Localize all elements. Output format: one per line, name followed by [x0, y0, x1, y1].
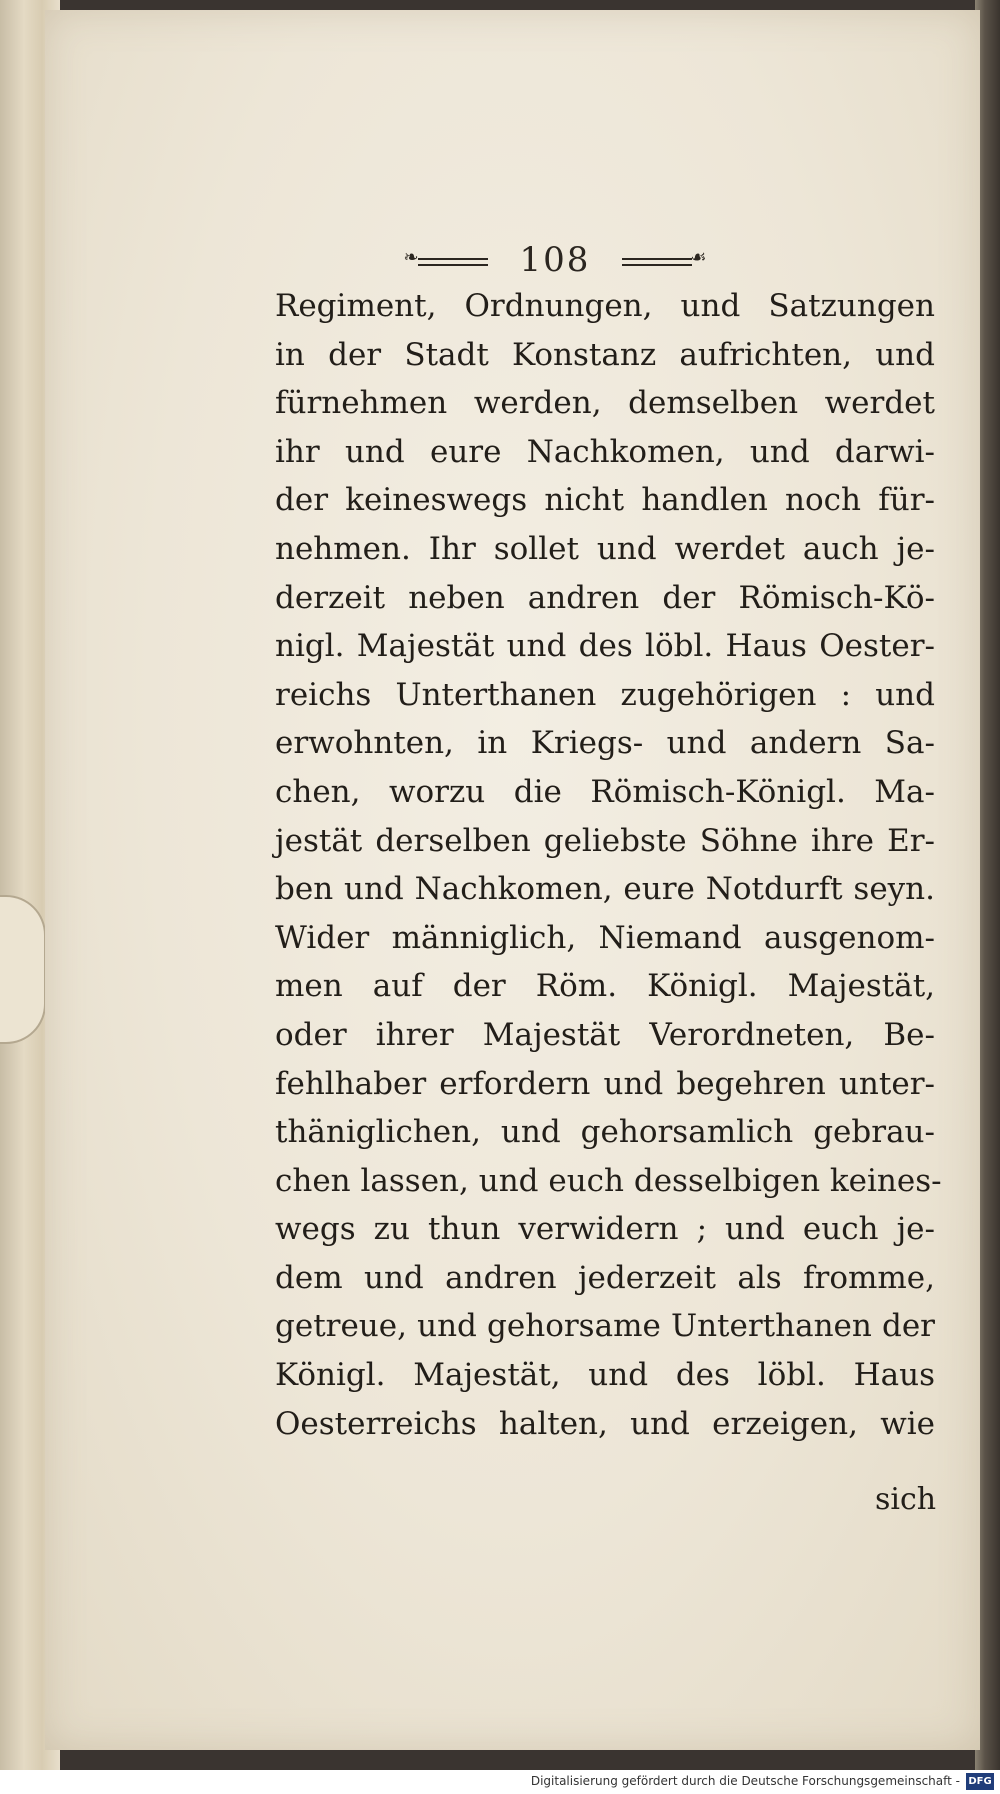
- text-line: thäniglichen, und gehorsamlich gebrau-: [275, 1114, 935, 1151]
- text-line: Königl. Majestät, und des löbl. Haus: [275, 1357, 935, 1394]
- text-line: erwohnten, in Kriegs- und andern Sa-: [275, 725, 935, 762]
- text-line: chen lassen, und euch desselbigen keines-: [275, 1162, 942, 1199]
- text-line: wegs zu thun verwidern ; und euch je-: [275, 1211, 935, 1248]
- text-line: ben und Nachkomen, eure Notdurft seyn.: [275, 871, 935, 908]
- page-tab: [0, 895, 46, 1044]
- text-line: nigl. Majestät und des löbl. Haus Oester-: [275, 628, 935, 665]
- text-line: Wider männiglich, Niemand ausgenom-: [275, 919, 935, 956]
- text-line: chen, worzu die Römisch-Königl. Ma-: [275, 773, 935, 810]
- text-line: der keineswegs nicht handlen noch für-: [275, 482, 935, 519]
- text-line: Regiment, Ordnungen, und Satzungen: [275, 288, 935, 324]
- text-line: getreue, und gehorsame Unterthanen der: [275, 1308, 935, 1345]
- text-line: jestät derselben geliebste Söhne ihre Er-: [275, 822, 935, 859]
- text-line: Oesterreichs halten, und erzeigen, wie: [275, 1405, 935, 1442]
- page-number: 108: [519, 240, 591, 280]
- text-line: reichs Unterthanen zugehörigen : und: [275, 676, 935, 713]
- ornament-left-icon: ❧: [408, 253, 498, 267]
- text-line: men auf der Röm. Königl. Majestät,: [275, 968, 935, 1005]
- ornament-right-icon: ☙: [612, 253, 702, 267]
- text-line: fehlhaber erfordern und begehren unter-: [275, 1065, 935, 1102]
- text-line: dem und andren jederzeit als fromme,: [275, 1259, 935, 1296]
- dfg-logo-icon: DFG: [966, 1773, 994, 1790]
- catchword: sich: [875, 1482, 937, 1517]
- text-block: [275, 240, 975, 1448]
- text-line: fürnehmen werden, demselben werdet: [275, 385, 935, 422]
- text-line: derzeit neben andren der Römisch-Kö-: [275, 579, 935, 616]
- page-header: [295, 240, 815, 280]
- text-line: nehmen. Ihr sollet und werdet auch je-: [275, 530, 935, 567]
- digitization-credit: Digitalisierung gefördert durch die Deutsche Forschungsgemeinschaft -: [530, 1774, 960, 1788]
- text-line: ihr und eure Nachkomen, und darwi-: [275, 433, 935, 470]
- text-line: in der Stadt Konstanz aufrichten, und: [275, 336, 935, 373]
- credit-bar: [0, 1770, 1000, 1794]
- text-line: oder ihrer Majestät Verordneten, Be-: [275, 1016, 935, 1053]
- book-page: [45, 10, 980, 1750]
- body-text: [275, 282, 975, 1448]
